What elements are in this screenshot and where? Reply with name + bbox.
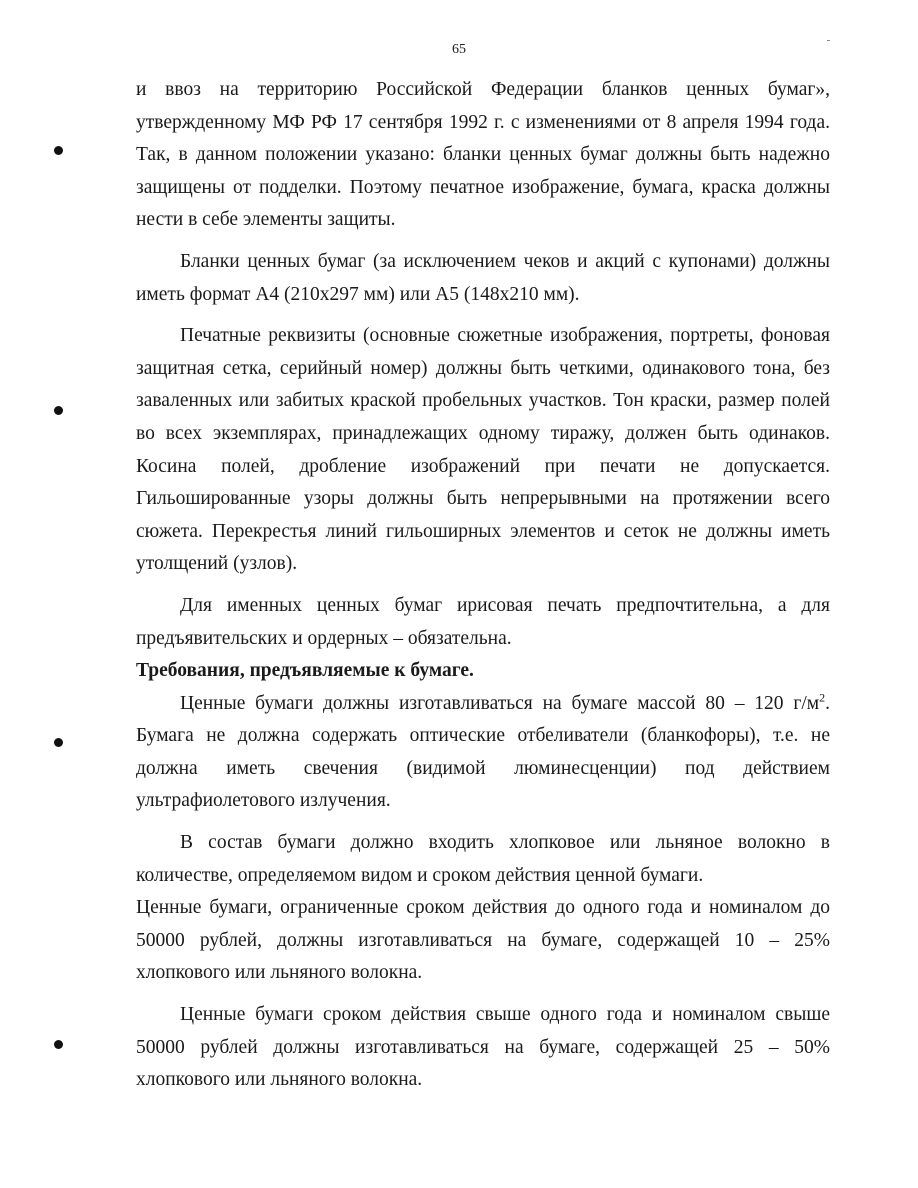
paragraph-print-requisites: Печатные реквизиты (основные сюжетные изображения, портреты, фоновая защитная сетка, серийный номер) должны быть четкими, одинакового тона, без заваленных или забитых краской пробельных участков. Тон краски, размер полей во всех экземплярах, принадлежащих одному тиражу, должен быть одинаков. Косина полей, дробление изображений при печати не допускается. Гильошированные узоры должны быть непрерывными на протяжении всего сюжета. Перекрестья линий гильоширных элементов и сеток не должны иметь утолщений (узлов). — [136, 325, 830, 575]
binder-hole-icon — [54, 406, 63, 415]
binder-hole-icon — [54, 146, 63, 155]
superscript: 2 — [819, 690, 826, 705]
paragraph-blank-format: Бланки ценных бумаг (за исключением чеков и акций с купонами) должны иметь формат А4 (210x297 мм) или А5 (148x210 мм). — [136, 250, 830, 305]
document-body — [136, 74, 830, 1097]
binder-hole-icon — [54, 738, 63, 747]
section-heading: Требования, предъявляемые к бумаге. — [136, 660, 474, 682]
page-number: 65 — [452, 42, 466, 57]
paper-mass-text: Ценные бумаги должны изготавливаться на бумаге массой 80 – 120 г/м — [180, 692, 820, 714]
paragraph-short-term: Ценные бумаги, ограниченные сроком действия до одного года и номиналом до 50000 рублей, должны изготавливаться на бумаге, содержащей 10 – 25% хлопкового или льняного волокна. — [136, 897, 830, 984]
paper-mass-tail: . Бумага не должна содержать оптические отбеливатели (бланкофоры), т.е. не должна иметь свечения (видимой люминесценции) под действием ультрафиолетового излучения. — [136, 692, 830, 812]
binder-hole-icon — [54, 1040, 63, 1049]
scan-speck — [827, 40, 830, 41]
paragraph-iris-print: Для именных ценных бумаг ирисовая печать предпочтительна, а для предъявительских и ордерных – обязательна. — [136, 594, 830, 649]
paragraph-paper-mass — [136, 688, 830, 818]
paragraph-continuation: и ввоз на территорию Российской Федерации бланков ценных бумаг», утвержденному МФ РФ 17 сентября 1992 г. с изменениями от 8 апреля 1994 года. Так, в данном положении указано: бланки ценных бумаг должны быть надежно защищены от подделки. Поэтому печатное изображение, бумага, краска должны нести в себе элементы защиты. — [136, 79, 830, 231]
paragraph-long-term: Ценные бумаги сроком действия свыше одного года и номиналом свыше 50000 рублей должны изготавливаться на бумаге, содержащей 25 – 50% хлопкового или льняного волокна. — [136, 1004, 830, 1091]
paragraph-fiber-content: В состав бумаги должно входить хлопковое или льняное волокно в количестве, определяемом видом и сроком действия ценной бумаги. — [136, 832, 830, 886]
